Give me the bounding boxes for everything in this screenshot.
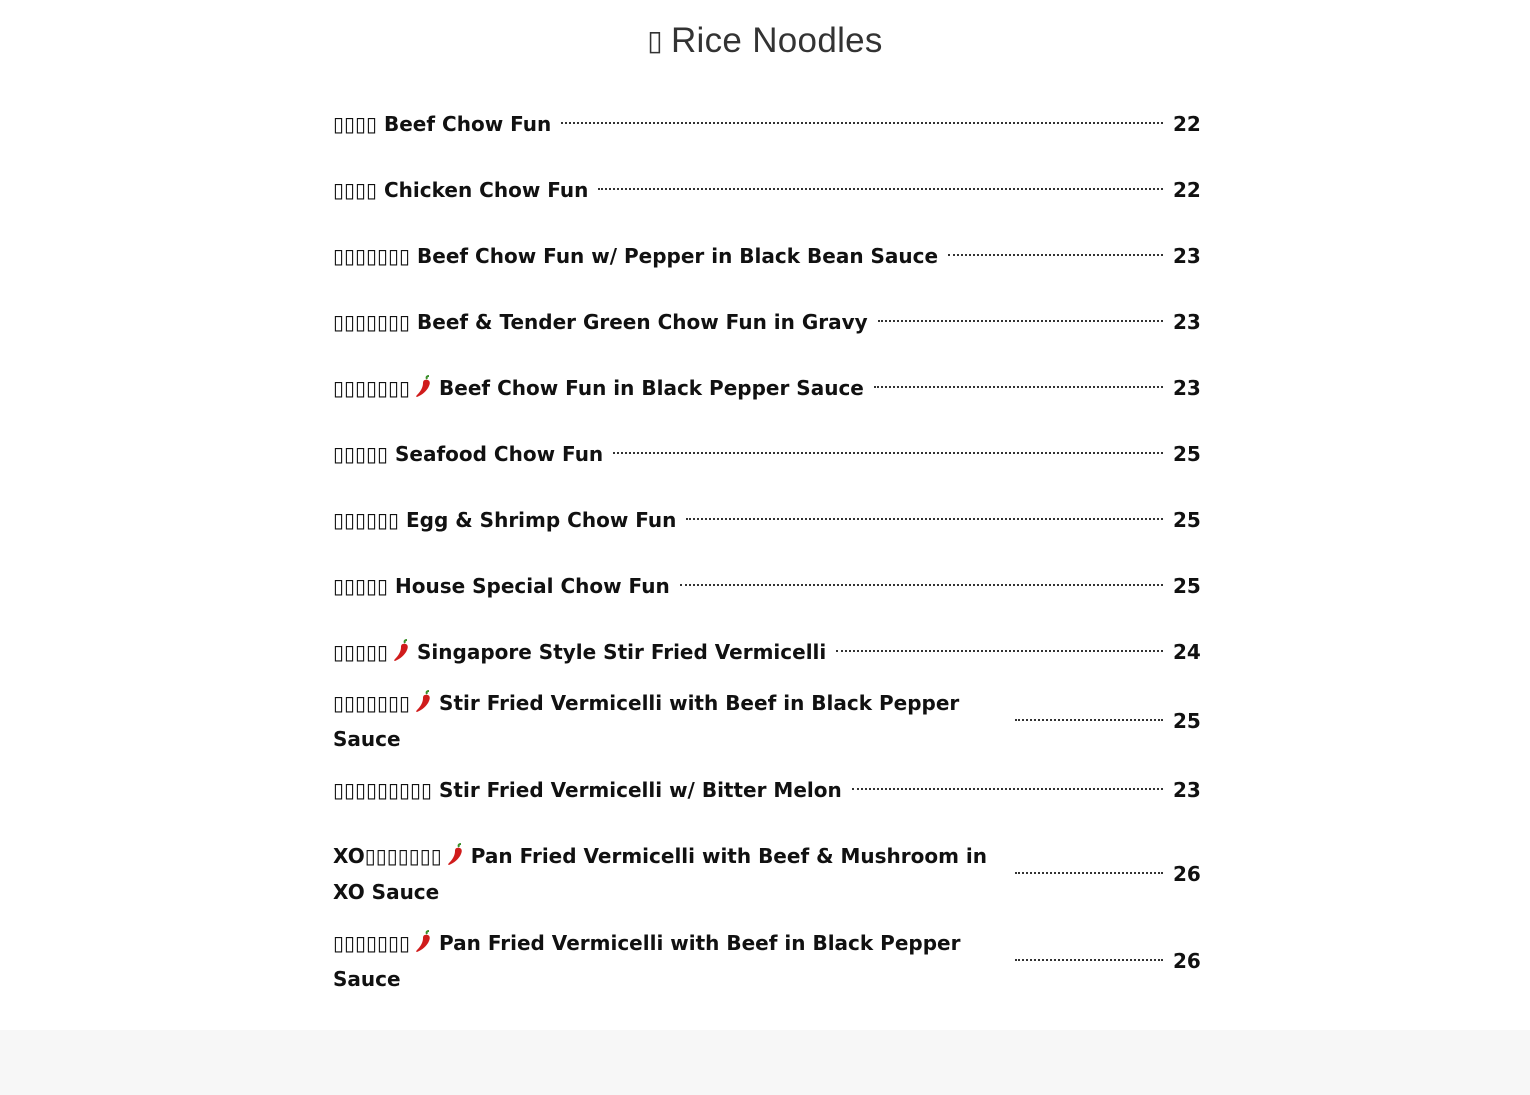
menu-item-chinese-name: ▯▯▯▯▯▯▯ [333,376,411,400]
menu-item-price: 22 [1173,112,1201,136]
menu-item-name [333,106,551,142]
dotted-leader [598,188,1163,190]
menu-item-english-name: Beef & Tender Green Chow Fun in Gravy [417,310,868,334]
menu-item-chinese-name: ▯▯▯▯▯▯▯ [333,244,411,268]
menu-item-name [333,685,1005,757]
menu-item-english-name: Beef Chow Fun in Black Pepper Sauce [439,376,864,400]
section-title [0,18,1530,64]
menu-item [333,685,1201,757]
menu-item-price: 24 [1173,640,1201,664]
chili-pepper-icon [414,930,434,954]
menu-item-name [333,634,826,670]
menu-item [333,91,1201,157]
menu-item [333,223,1201,289]
menu-item-price: 26 [1173,862,1201,886]
menu-item-chinese-name: ▯▯▯▯▯▯▯▯▯ [333,778,433,802]
noodle-bowl-icon: ▯ [647,25,663,56]
chili-pepper-icon [392,639,412,663]
chili-pepper-icon [414,375,434,399]
menu-item-name [333,568,670,604]
menu-item-chinese-name: ▯▯▯▯ [333,112,378,136]
menu-item-price: 23 [1173,778,1201,802]
menu-item-english-name: Chicken Chow Fun [384,178,589,202]
menu-item-chinese-name: ▯▯▯▯▯▯▯ [333,931,411,955]
dotted-leader [1015,959,1163,961]
footer-band [0,1030,1530,1095]
menu-item-english-name: Stir Fried Vermicelli w/ Bitter Melon [439,778,842,802]
menu-list [333,91,1201,997]
chili-pepper-icon [414,690,434,714]
menu-item-price: 23 [1173,244,1201,268]
menu-item-english-name: Singapore Style Stir Fried Vermicelli [417,640,827,664]
menu-item [333,157,1201,223]
menu-item-english-name: Pan Fried Vermicelli with Beef in Black Pepper Sauce [333,931,961,991]
menu-item [333,421,1201,487]
menu-item-name [333,172,588,208]
menu-item [333,619,1201,685]
menu-item-chinese-name: ▯▯▯▯▯▯▯ [333,691,411,715]
menu-item [333,553,1201,619]
dotted-leader [948,254,1163,256]
section-title-text: Rice Noodles [670,21,883,60]
menu-item-chinese-name: ▯▯▯▯▯ [333,640,389,664]
dotted-leader [878,320,1163,322]
menu-item-english-name: House Special Chow Fun [395,574,670,598]
menu-item-price: 25 [1173,574,1201,598]
dotted-leader [1015,719,1163,721]
menu-item-name [333,304,868,340]
menu-item-english-name: Stir Fried Vermicelli with Beef in Black Pepper Sauce [333,691,960,751]
dotted-leader [561,122,1163,124]
dotted-leader [1015,872,1163,874]
menu-item-chinese-name: ▯▯▯▯▯▯ [333,508,400,532]
menu-item-name [333,370,864,406]
menu-item-price: 22 [1173,178,1201,202]
menu-item-name [333,436,603,472]
menu-item-chinese-name: ▯▯▯▯▯▯▯ [333,310,411,334]
chili-pepper-icon [446,843,466,867]
menu-item [333,289,1201,355]
menu-item-english-name: Pan Fried Vermicelli with Beef & Mushroom in XO Sauce [333,844,988,904]
menu-item-chinese-name: XO▯▯▯▯▯▯▯ [333,844,442,868]
dotted-leader [686,518,1163,520]
menu-item-chinese-name: ▯▯▯▯▯ [333,442,389,466]
menu-item-chinese-name: ▯▯▯▯ [333,178,378,202]
menu-item-price: 25 [1173,709,1201,733]
menu-item-name [333,925,1005,997]
menu-item-english-name: Egg & Shrimp Chow Fun [406,508,677,532]
menu-item-chinese-name: ▯▯▯▯▯ [333,574,389,598]
dotted-leader [680,584,1163,586]
menu-item-name [333,502,676,538]
menu-item [333,823,1201,925]
dotted-leader [852,788,1163,790]
menu-item-price: 26 [1173,949,1201,973]
menu-item-english-name: Beef Chow Fun w/ Pepper in Black Bean Sauce [417,244,939,268]
menu-item [333,355,1201,421]
menu-item-name [333,838,1005,910]
dotted-leader [874,386,1163,388]
menu-item-name [333,772,842,808]
menu-item-english-name: Seafood Chow Fun [395,442,604,466]
menu-item [333,757,1201,823]
dotted-leader [836,650,1163,652]
menu-item-english-name: Beef Chow Fun [384,112,552,136]
menu-item [333,925,1201,997]
menu-item [333,487,1201,553]
dotted-leader [613,452,1163,454]
menu-item-price: 25 [1173,508,1201,532]
menu-item-name [333,238,938,274]
menu-item-price: 23 [1173,376,1201,400]
menu-item-price: 25 [1173,442,1201,466]
menu-item-price: 23 [1173,310,1201,334]
